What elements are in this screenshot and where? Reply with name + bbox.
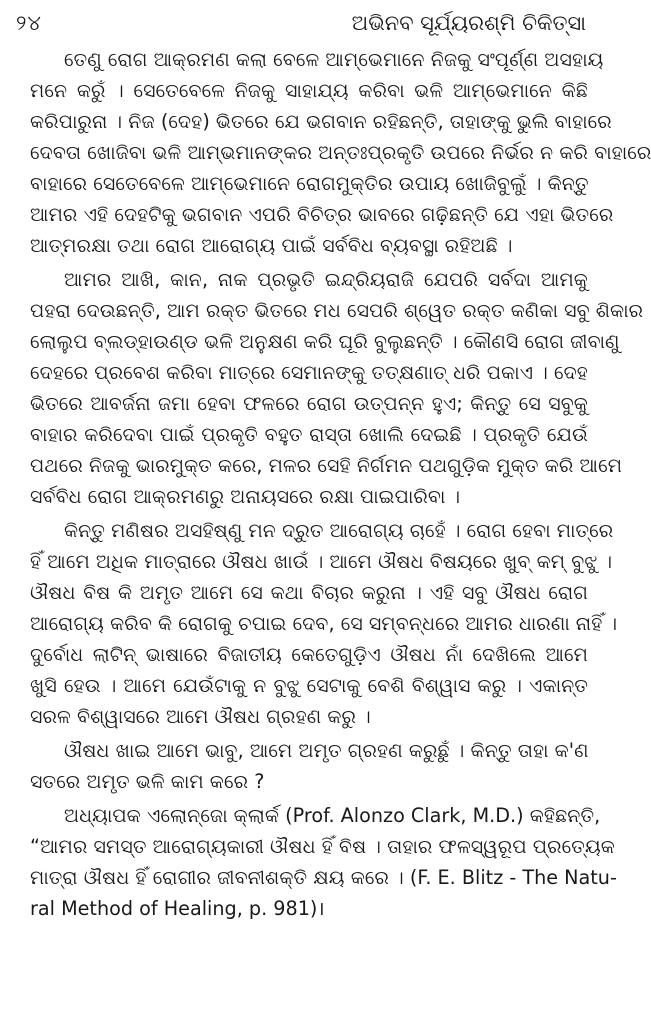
page-header	[16, 8, 588, 44]
text-line: ତେଣୁ ରୋଗ ଆକ୍ରମଣ କଲା ବେଳେ ଆମ୍ଭେମାନେ ନିଜକୁ ସଂପୂର୍ଣ୍ଣ ଅସହାୟ	[64, 48, 604, 71]
text-line: ral Method of Healing, p. 981)।	[30, 897, 325, 920]
text-line: ଔଷଧ ବିଷ କି ଅମୃତ ଆମେ ସେ କଥା ବିଚାର କରୁନା । ଏହି ସବୁ ଔଷଧ ରୋଗ	[30, 581, 588, 604]
page-number: ୨୪	[16, 11, 42, 35]
text-line: ଭିତରେ ଆବର୍ଜନା ଜମା ହେବା ଫଳରେ ରୋଗ ଉତ୍ପନ୍ନ ହୁଏ; କିନ୍ତୁ ସେ ସବୁକୁ	[30, 392, 588, 415]
text-line: ବାହାର କରିଦେବା ପାଇଁ ପ୍ରକୃତି ବହୁତ ରାସ୍ତା ଖୋଲି ଦେଇଛି । ପ୍ରକୃତି ଯେଉଁ	[30, 423, 588, 446]
text-line: ଲୋଲୁପ ବ୍ଲଡ୍‌ହାଉଣ୍ଡ ଭଳି ଅନୁକ୍ଷଣ କରି ଘୂରି ବୁଲୁଛନ୍ତି । କୌଣସି ରୋଗ ଜୀବାଣୁ	[30, 330, 620, 353]
text-line: ଆମର ଏହି ଦେହଟିକୁ ଭଗବାନ ଏପରି ବିଚିତ୍ର ଭାବରେ ଗଢ଼ିଛନ୍ତି ଯେ ଏହା ଭିତରେ	[30, 203, 614, 226]
text-line: ଦେହରେ ପ୍ରବେଶ କରିବା ମାତ୍ରେ ସେମାନଙ୍କୁ ତତ୍‌କ୍ଷଣାତ୍ ଧରି ପକାଏ । ଦେହ	[30, 361, 588, 384]
text-line: ସର୍ବବିଧ ରୋଗ ଆକ୍ରମଣରୁ ଅନାୟସରେ ରକ୍ଷା ପାଇପାରିବା ।	[30, 485, 461, 508]
paragraph-4	[30, 735, 588, 797]
body-text	[30, 44, 651, 924]
paragraph-1	[30, 44, 651, 261]
text-line: ଔଷଧ ଖାଇ ଆମେ ଭାବୁ, ଆମେ ଅମୃତ ଗ୍ରହଣ କରୁଛୁଁ । କିନ୍ତୁ ତାହା କ'ଣ	[64, 739, 589, 762]
running-title: ଅଭିନବ ସୂର୍ଯ୍ୟରଶ୍ମି ଚିକିତ୍ସା	[351, 11, 586, 35]
text-line: ଦେବତା ଖୋଜିବା ଭଳି ଆମ୍ଭମାନଙ୍କର ଅନ୍ତଃପ୍ରକୃତି ଉପରେ ନିର୍ଭର ନ କରି ବାହାରେ	[30, 141, 651, 164]
paragraph-2	[30, 264, 644, 512]
paragraph-5	[30, 800, 617, 924]
text-line: ମାତ୍ରା ଔଷଧ ହିଁ ରୋଗୀର ଜୀବନୀଶକ୍ତି କ୍ଷୟ କରେ । (F. E. Blitz - The Natu-	[30, 866, 617, 889]
text-line: ପଥରେ ନିଜକୁ ଭାରମୁକ୍ତ କରେ, ମଳର ସେହି ନିର୍ଗମନ ପଥଗୁଡ଼ିକ ମୁକ୍ତ କରି ଆମେ	[30, 454, 623, 477]
text-line: ଅଧ୍ୟାପକ ଏଲୋନ୍‌ଜୋ କ୍ଲାର୍କ (Prof. Alonzo Clark, M.D.) କହିଛନ୍ତି,	[64, 804, 601, 827]
text-line: ପହରା ଦେଉଛନ୍ତି, ଆମ ରକ୍ତ ଭିତରେ ମଧ ସେପରି ଶ୍ୱେତ ରକ୍ତ କଣିକା ସବୁ ଶିକାର	[30, 299, 644, 322]
text-line: ହିଁ ଆମେ ଅଧିକ ମାତ୍ରାରେ ଔଷଧ ଖାଉଁ । ଆମେ ଔଷଧ ବିଷୟରେ ଖୁବ୍ କମ୍ ବୁଝୁ ।	[30, 550, 613, 573]
text-line: ସତରେ ଅମୃତ ଭଳି କାମ କରେ ?	[30, 770, 265, 793]
text-line: ମନେ କରୁଁ । ସେତେବେଳେ ନିଜକୁ ସାହାଯ୍ୟ କରିବା ଭଳି ଆମ୍ଭେମାନେ କିଛି	[30, 79, 588, 102]
text-line: କିନ୍ତୁ ମଣିଷର ଅସହିଷ୍ଣୁ ମନ ଦ୍ରୁତ ଆରୋଗ୍ୟ ଚାହେଁ । ରୋଗ ହେବା ମାତ୍ରେ	[64, 519, 614, 542]
text-line: ଆମର ଆଖି, କାନ, ନାକ ପ୍ରଭୃତି ଇନ୍ଦ୍ରିୟରାଜି ଯେପରି ସର୍ବଦା ଆମକୁ	[64, 268, 588, 291]
paragraph-3	[30, 515, 618, 732]
text-line: ସରଳ ବିଶ୍ୱାସରେ ଆମେ ଔଷଧ ଗ୍ରହଣ କରୁ ।	[30, 705, 371, 728]
text-line: ଆରୋଗ୍ୟ କରିବ କି ରୋଗକୁ ଚପାଇ ଦେବ, ସେ ସମ୍ବନ୍ଧରେ ଆମର ଧାରଣା ନାହିଁ ।	[30, 612, 618, 635]
text-line: ବାହାରେ ସେତେବେଳେ ଆମ୍ଭେମାନେ ରୋଗମୁକ୍ତିର ଉପାୟ ଖୋଜିବୁଲୁଁ । କିନ୍ତୁ	[30, 172, 589, 195]
text-line: ଆତ୍ମରକ୍ଷା ତଥା ରୋଗ ଆରୋଗ୍ୟ ପାଇଁ ସର୍ବବିଧ ବ୍ୟବସ୍ଥା ରହିଅଛି ।	[30, 234, 513, 257]
text-line: “ଆମର ସମସ୍ତ ଆରୋଗ୍ୟକାରୀ ଔଷଧ ହିଁ ବିଷ । ତାହାର ଫଳସ୍ୱରୂପ ପ୍ରତ୍ୟେକ	[30, 835, 615, 858]
text-line: ଖୁସି ହେଉ । ଆମେ ଯେଉଁଟାକୁ ନ ବୁଝୁ ସେଟାକୁ ବେଶି ବିଶ୍ୱାସ କରୁ । ଏକାନ୍ତ	[30, 674, 588, 697]
text-line: କରିପାରୁନା । ନିଜ (ଦେହ) ଭିତରେ ଯେ ଭଗବାନ ରହିଛନ୍ତି, ତାହାଙ୍କୁ ଭୁଲି ବାହାରେ	[30, 110, 612, 133]
text-line: ଦୁର୍ବୋଧ ଲାଟିନ୍ ଭାଷାରେ ବିଜାତୀୟ କେତେଗୁଡ଼ିଏ ଔଷଧ ନାଁ ଦେଖିଲେ ଆମେ	[30, 643, 588, 666]
